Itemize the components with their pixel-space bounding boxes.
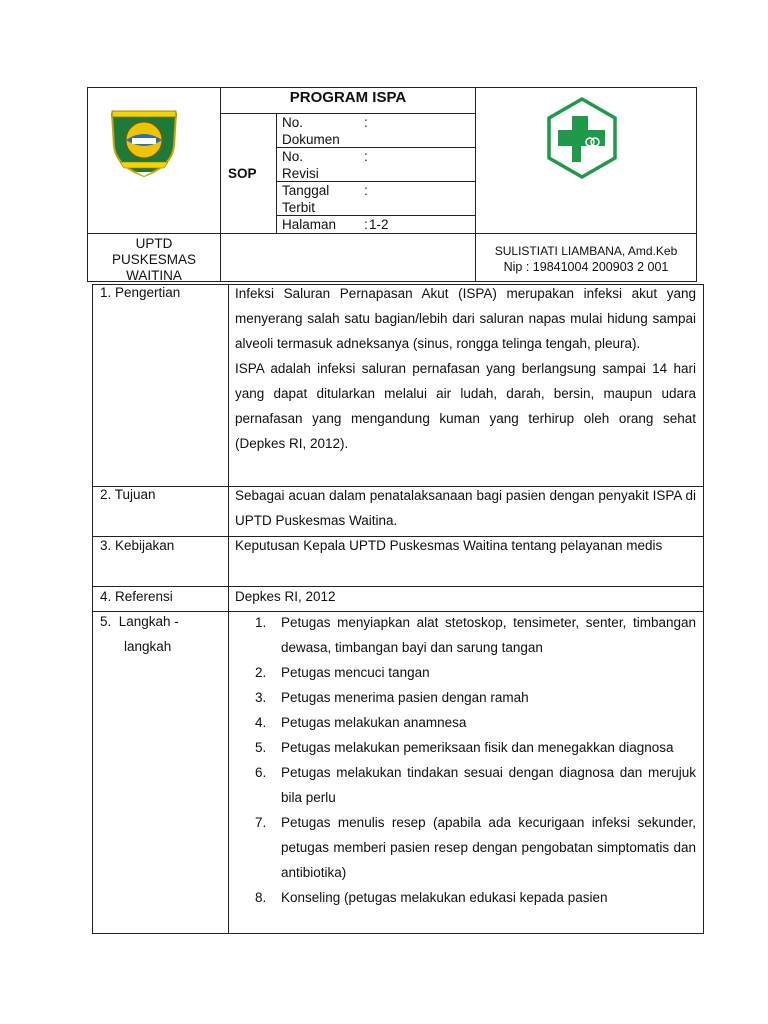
field-label: Revisi: [282, 166, 319, 181]
field-label: Terbit: [282, 200, 316, 215]
section-content-referensi: [235, 584, 696, 609]
step-text: Petugas menyiapkan alat stetoskop, tensimeter, senter, timbangan dewasa, timbangan bayi dan sarung tangan: [281, 615, 696, 655]
field-colon: :: [364, 183, 368, 198]
org-name-line: UPTD: [135, 236, 173, 251]
puskesmas-logo: [545, 96, 619, 180]
step-number: 8.: [255, 890, 267, 905]
paragraph: Depkes RI, 2012: [235, 589, 336, 604]
step-number: 4.: [255, 715, 267, 730]
step-number: 1.: [255, 615, 267, 630]
step-item: [235, 610, 696, 660]
step-text: Petugas mencuci tangan: [281, 665, 430, 680]
field-label: No.: [282, 115, 304, 130]
step-item: [235, 735, 696, 760]
org-name-line: WAITINA: [126, 268, 182, 283]
section-content-tujuan: [235, 483, 696, 533]
step-number: 5.: [255, 740, 267, 755]
section-label-langkah: langkah: [124, 639, 172, 654]
table-divider: [228, 284, 229, 934]
field-colon: :: [364, 115, 368, 130]
step-number: 6.: [255, 765, 267, 780]
step-item: [235, 810, 696, 885]
procedure-steps: [235, 610, 696, 910]
step-text: Petugas melakukan pemeriksaan fisik dan menegakkan diagnosa: [281, 740, 674, 755]
section-label-langkah: 5. Langkah -: [100, 614, 179, 629]
section-label-kebijakan: 3. Kebijakan: [100, 538, 175, 553]
paragraph: Keputusan Kepala UPTD Puskesmas Waitina tentang pelayanan medis: [235, 538, 663, 553]
field-colon: :: [364, 149, 368, 164]
step-text: Petugas melakukan anamnesa: [281, 715, 467, 730]
paragraph: Sebagai acuan dalam penatalaksanaan bagi pasien dengan penyakit ISPA di UPTD Puskesmas Waitina.: [235, 488, 696, 528]
signer-nip: Nip : 19841004 200903 2 001: [503, 260, 669, 274]
org-name-line: PUSKESMAS: [111, 252, 197, 267]
paragraph: ISPA adalah infeksi saluran pernafasan yang berlangsung sampai 14 hari yang dapat ditularkan melalui air ludah, darah, bersin, maupun udara pernafasan yang mengandung kuman yang terhirup oleh orang sehat (Depkes RI, 2012).: [235, 361, 696, 451]
document-title: PROGRAM ISPA: [289, 89, 407, 106]
section-label-tujuan: 2. Tujuan: [100, 487, 156, 502]
field-label: Dokumen: [282, 132, 340, 147]
signer-name: SULISTIATI LIAMBANA, Amd.Keb: [494, 244, 678, 258]
field-value-halaman: 1-2: [369, 217, 389, 232]
header-divider: [220, 87, 221, 282]
section-label-pengertian: 1. Pengertian: [100, 285, 181, 300]
step-item: [235, 760, 696, 810]
paragraph: Infeksi Saluran Pernapasan Akut (ISPA) merupakan infeksi akut yang menyerang salah satu bagian/lebih dari saluran napas mulai hidung sampai alveoli termasuk adneksanya (sinus, rongga telinga tengah, pleura).: [235, 286, 696, 351]
field-label: No.: [282, 149, 304, 164]
step-item: [235, 710, 696, 735]
step-number: 2.: [255, 665, 267, 680]
step-item: [235, 885, 696, 910]
header-divider: [220, 113, 475, 114]
section-content-kebijakan: [235, 533, 696, 558]
table-divider: [92, 933, 704, 934]
section-content-pengertian: [235, 281, 696, 456]
header-divider: [87, 233, 697, 234]
field-colon: :: [364, 217, 368, 232]
step-number: 3.: [255, 690, 267, 705]
step-text: Petugas menulis resep (apabila ada kecurigaan infeksi sekunder, petugas memberi pasien resep dengan pengobatan simptomatis dan antibiotika): [281, 815, 696, 880]
section-label-referensi: 4. Referensi: [100, 589, 173, 604]
step-item: [235, 685, 696, 710]
step-number: 7.: [255, 815, 267, 830]
field-label: Halaman: [282, 217, 337, 232]
step-item: [235, 660, 696, 685]
regency-logo: [106, 106, 182, 178]
field-label: Tanggal: [282, 183, 330, 198]
step-text: Petugas melakukan tindakan sesuai dengan diagnosa dan merujuk bila perlu: [281, 765, 696, 805]
step-text: Petugas menerima pasien dengan ramah: [281, 690, 529, 705]
step-text: Konseling (petugas melakukan edukasi kepada pasien: [281, 890, 608, 905]
sop-label: SOP: [228, 166, 257, 181]
